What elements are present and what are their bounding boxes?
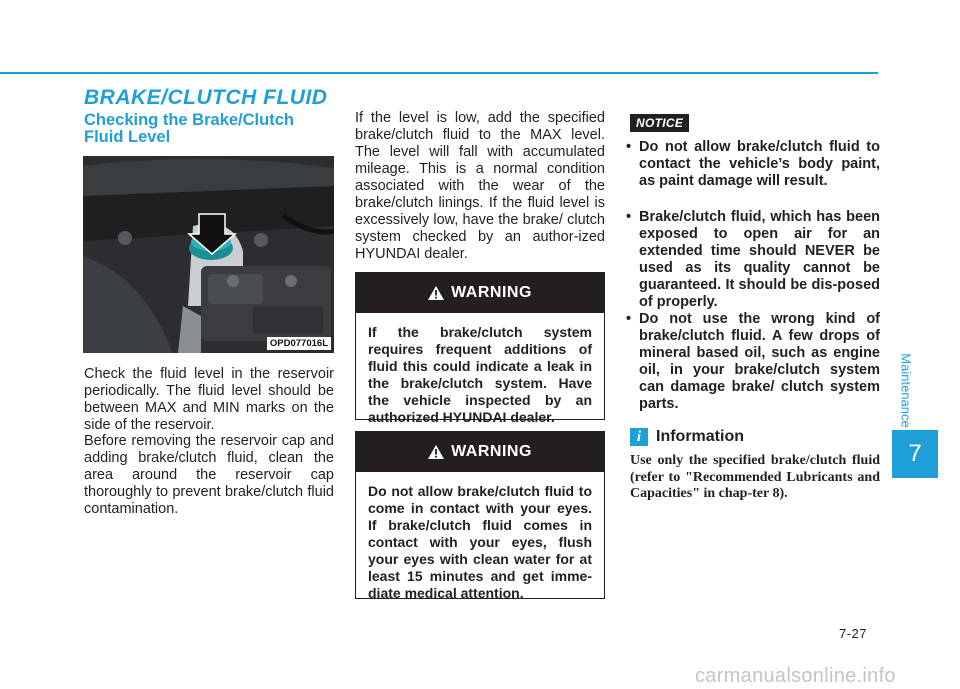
warning-title: WARNING: [451, 284, 532, 301]
notice-item: [622, 139, 880, 209]
bullet-icon: •: [626, 311, 632, 327]
information-icon: i: [630, 428, 648, 446]
warning-title: WARNING: [451, 443, 532, 460]
photo-caption: OPD077016L: [267, 337, 331, 350]
warning-text: If the brake/clutch system requires frequent additions of fluid this could indicate a leak in the brake/clutch system. Have the vehicle inspected by an authorized HYUNDAI dealer.: [368, 324, 592, 425]
section-title: BRAKE/CLUTCH FLUID: [84, 86, 328, 109]
warning-text: Do not allow brake/clutch fluid to come in contact with your eyes. If brake/clutch fluid comes in contact with your eyes, flush your eyes with clean water for at least 15 minutes and get imme-diate medical attention.: [368, 483, 592, 601]
warning-box-eyes: [355, 431, 605, 599]
engine-bay-illustration: [83, 156, 334, 353]
low-level-paragraph: If the level is low, add the specified brake/clutch fluid to the MAX level. The level will fall with accumulated mileage. This is a normal condition associated with the wear of the brake/clutch linings. If the fluid level is excessively low, have the brake/ clutch system checked by an author-ized HYUNDAI dealer.: [355, 110, 605, 262]
reservoir-check-paragraph: Check the fluid level in the reservoir periodically. The fluid level should be between MAX and MIN marks on the side of the reservoir.: [84, 366, 334, 433]
notice-list: [622, 139, 880, 413]
notice-badge: NOTICE: [630, 114, 689, 132]
reservoir-cap-paragraph: Before removing the reservoir cap and adding brake/clutch fluid, clean the area around the reservoir cap thoroughly to prevent brake/clutch fluid contamination.: [84, 433, 334, 517]
chapter-tab-label: [896, 340, 916, 440]
notice-item: [622, 209, 880, 311]
watermark: carmanualsonline.info: [695, 665, 896, 687]
warning-triangle-icon: [428, 445, 444, 459]
notice-item-text: Do not use the wrong kind of brake/clutch fluid. A few drops of mineral based oil, such as engine oil, in your brake/clutch system can damage brake/ clutch system parts.: [639, 311, 880, 412]
warning-header: [356, 273, 604, 313]
page-number: 7-27: [839, 626, 868, 641]
information-text: Use only the specified brake/clutch fluid (refer to "Recommended Lubricants and Capacities" in chap-ter 8).: [630, 453, 880, 501]
notice-item: [622, 311, 880, 413]
information-label: Information: [656, 428, 744, 445]
warning-box-leak: [355, 272, 605, 425]
notice-item-text: Do not allow brake/clutch fluid to contact the vehicle’s body paint, as paint damage will result.: [639, 139, 880, 189]
notice-item-text: Brake/clutch fluid, which has been exposed to open air for an extended time should NEVER be used as its quality cannot be guaranteed. It should be dis-posed of properly.: [639, 209, 880, 310]
warning-triangle-icon: [428, 286, 444, 300]
bullet-icon: •: [626, 139, 632, 155]
subsection-title: Checking the Brake/Clutch Fluid Level: [84, 111, 294, 146]
chapter-tab-text: Maintenance: [898, 352, 914, 428]
warning-header: [356, 432, 604, 472]
chapter-tab-number: 7: [892, 430, 938, 478]
information-header: [630, 428, 744, 446]
bullet-icon: •: [626, 209, 632, 225]
reservoir-photo: [83, 156, 334, 353]
header-rule: [0, 72, 878, 74]
